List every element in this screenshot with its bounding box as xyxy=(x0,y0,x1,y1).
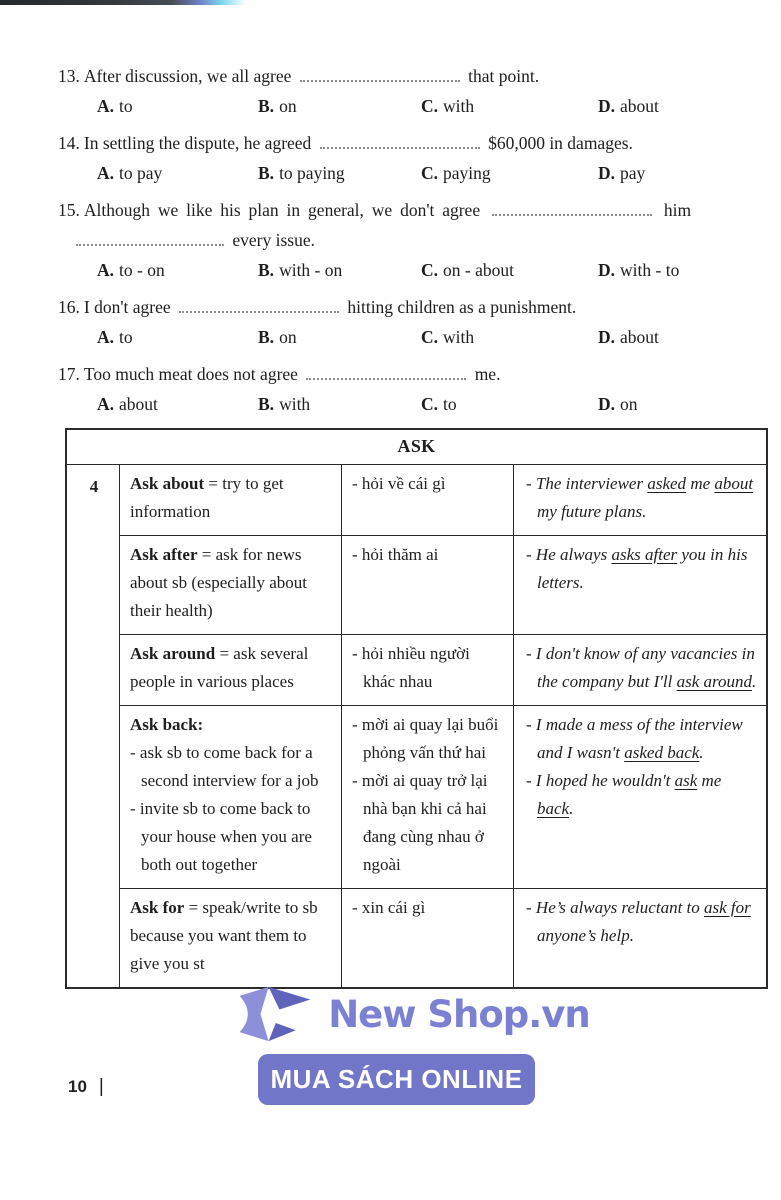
answer-option-c xyxy=(421,158,598,188)
answer-blank xyxy=(320,134,480,149)
table-cell-example: - I made a mess of the interview and I wasn't asked back. - I hoped he wouldn't ask me back. xyxy=(513,705,766,888)
table-cell-vietnamese: - hỏi thăm ai xyxy=(341,535,513,634)
option-text: on xyxy=(620,394,638,414)
answer-option-d xyxy=(598,255,768,285)
scanned-page-edge xyxy=(0,0,781,5)
table-cell-vietnamese: - xin cái gì xyxy=(341,888,513,987)
answer-blank xyxy=(76,231,224,246)
answer-option-a xyxy=(97,255,258,285)
table-index-cell: 4 xyxy=(89,477,99,496)
page-footer xyxy=(58,1054,768,1114)
option-text: to xyxy=(443,394,457,414)
question xyxy=(58,61,768,121)
question-number: 16. xyxy=(58,297,80,317)
option-letter: C. xyxy=(421,327,439,347)
answer-option-c xyxy=(421,389,598,419)
question-text: 14. In settling the dispute, he agreed $60,000 in damages. xyxy=(58,133,633,153)
option-text: about xyxy=(620,96,659,116)
option-letter: B. xyxy=(258,260,275,280)
option-letter: A. xyxy=(97,394,115,414)
table-cell-vietnamese: - hỏi nhiều người khác nhau xyxy=(341,634,513,705)
option-letter: C. xyxy=(421,96,439,116)
option-letter: C. xyxy=(421,394,439,414)
answer-option-d xyxy=(598,91,768,121)
question-text: 15. Although we like his plan in general, we don't agree him xyxy=(58,200,692,220)
option-letter: A. xyxy=(97,260,115,280)
question-number: 13. xyxy=(58,66,80,86)
option-letter: A. xyxy=(97,163,115,183)
option-letter: D. xyxy=(598,394,616,414)
option-text: to xyxy=(119,327,133,347)
question-number: 17. xyxy=(58,364,80,384)
answer-option-d xyxy=(598,158,768,188)
option-text: to paying xyxy=(279,163,345,183)
newshop-logo-icon xyxy=(236,985,322,1043)
table-cell-english: Ask around = ask several people in various places xyxy=(119,634,341,705)
option-letter: B. xyxy=(258,327,275,347)
page-number xyxy=(68,1076,104,1098)
option-letter: D. xyxy=(598,327,616,347)
option-text: paying xyxy=(443,163,491,183)
option-text: to xyxy=(119,96,133,116)
questions-section xyxy=(58,61,768,419)
buy-online-button[interactable]: MUA SÁCH ONLINE xyxy=(258,1054,535,1105)
question xyxy=(58,195,768,285)
answer-options xyxy=(58,91,768,121)
answer-option-b xyxy=(258,91,421,121)
option-letter: B. xyxy=(258,394,275,414)
table-cell-english: Ask for = speak/write to sb because you want them to give you st xyxy=(119,888,341,987)
answer-option-b xyxy=(258,322,421,352)
page-number-divider: | xyxy=(98,1076,104,1097)
answer-option-b xyxy=(258,255,421,285)
table-cell-english: Ask about = try to get information xyxy=(119,465,341,535)
option-letter: B. xyxy=(258,163,275,183)
answer-blank xyxy=(179,298,339,313)
option-text: about xyxy=(119,394,158,414)
table-body xyxy=(67,465,766,987)
question-text: every issue. xyxy=(76,225,768,255)
newshop-logo-text: New Shop.vn xyxy=(328,992,590,1036)
option-text: to pay xyxy=(119,163,163,183)
phrasal-verb-table xyxy=(65,428,768,989)
table-cell-vietnamese: - mời ai quay lại buổi phỏng vấn thứ hai - mời ai quay trở lại nhà bạn khi cả hai đang cùng nhau ở ngoài xyxy=(341,705,513,888)
answer-option-a xyxy=(97,389,258,419)
answer-option-c xyxy=(421,322,598,352)
option-letter: A. xyxy=(97,96,115,116)
answer-option-c xyxy=(421,255,598,285)
option-text: with xyxy=(443,96,475,116)
answer-option-c xyxy=(421,91,598,121)
table-cell-example: - He always asks after you in his letters. xyxy=(513,535,766,634)
answer-option-d xyxy=(598,322,768,352)
answer-option-a xyxy=(97,158,258,188)
option-letter: B. xyxy=(258,96,275,116)
option-text: pay xyxy=(620,163,646,183)
option-text: with xyxy=(443,327,475,347)
question-text: 13. After discussion, we all agree that point. xyxy=(58,66,540,86)
answer-option-b xyxy=(258,158,421,188)
question xyxy=(58,359,768,419)
table-cell-example: - He’s always reluctant to ask for anyone’s help. xyxy=(513,888,766,987)
option-text: on - about xyxy=(443,260,514,280)
option-text: to - on xyxy=(119,260,165,280)
option-text: on xyxy=(279,327,297,347)
answer-options xyxy=(58,322,768,352)
option-letter: D. xyxy=(598,96,616,116)
option-text: with - on xyxy=(279,260,343,280)
page-number-value: 10 xyxy=(68,1077,87,1096)
answer-options xyxy=(58,389,768,419)
question-text: 16. I don't agree hitting children as a punishment. xyxy=(58,297,577,317)
option-letter: A. xyxy=(97,327,115,347)
option-letter: D. xyxy=(598,260,616,280)
question xyxy=(58,292,768,352)
question-number: 15. xyxy=(58,200,80,220)
answer-option-b xyxy=(258,389,421,419)
option-text: with - to xyxy=(620,260,680,280)
option-text: with xyxy=(279,394,311,414)
answer-blank xyxy=(300,67,460,82)
table-cell-english: Ask back: - ask sb to come back for a second interview for a job - invite sb to come back to your house when you are both out together xyxy=(119,705,341,888)
answer-option-a xyxy=(97,91,258,121)
table-title: ASK xyxy=(67,430,766,465)
answer-options xyxy=(58,158,768,188)
answer-blank xyxy=(492,201,652,216)
table-cell-example: - The interviewer asked me about my future plans. xyxy=(513,465,766,535)
question-number: 14. xyxy=(58,133,80,153)
option-text: about xyxy=(620,327,659,347)
table-cell-example: - I don't know of any vacancies in the company but I'll ask around. xyxy=(513,634,766,705)
option-letter: C. xyxy=(421,163,439,183)
newshop-logo[interactable] xyxy=(58,982,768,1046)
answer-option-d xyxy=(598,389,768,419)
option-letter: D. xyxy=(598,163,616,183)
question xyxy=(58,128,768,188)
option-text: on xyxy=(279,96,297,116)
answer-blank xyxy=(306,365,466,380)
table-cell-english: Ask after = ask for news about sb (especially about their health) xyxy=(119,535,341,634)
table-cell-vietnamese: - hỏi về cái gì xyxy=(341,465,513,535)
answer-option-a xyxy=(97,322,258,352)
question-text: 17. Too much meat does not agree me. xyxy=(58,364,501,384)
answer-options xyxy=(58,255,768,285)
option-letter: C. xyxy=(421,260,439,280)
